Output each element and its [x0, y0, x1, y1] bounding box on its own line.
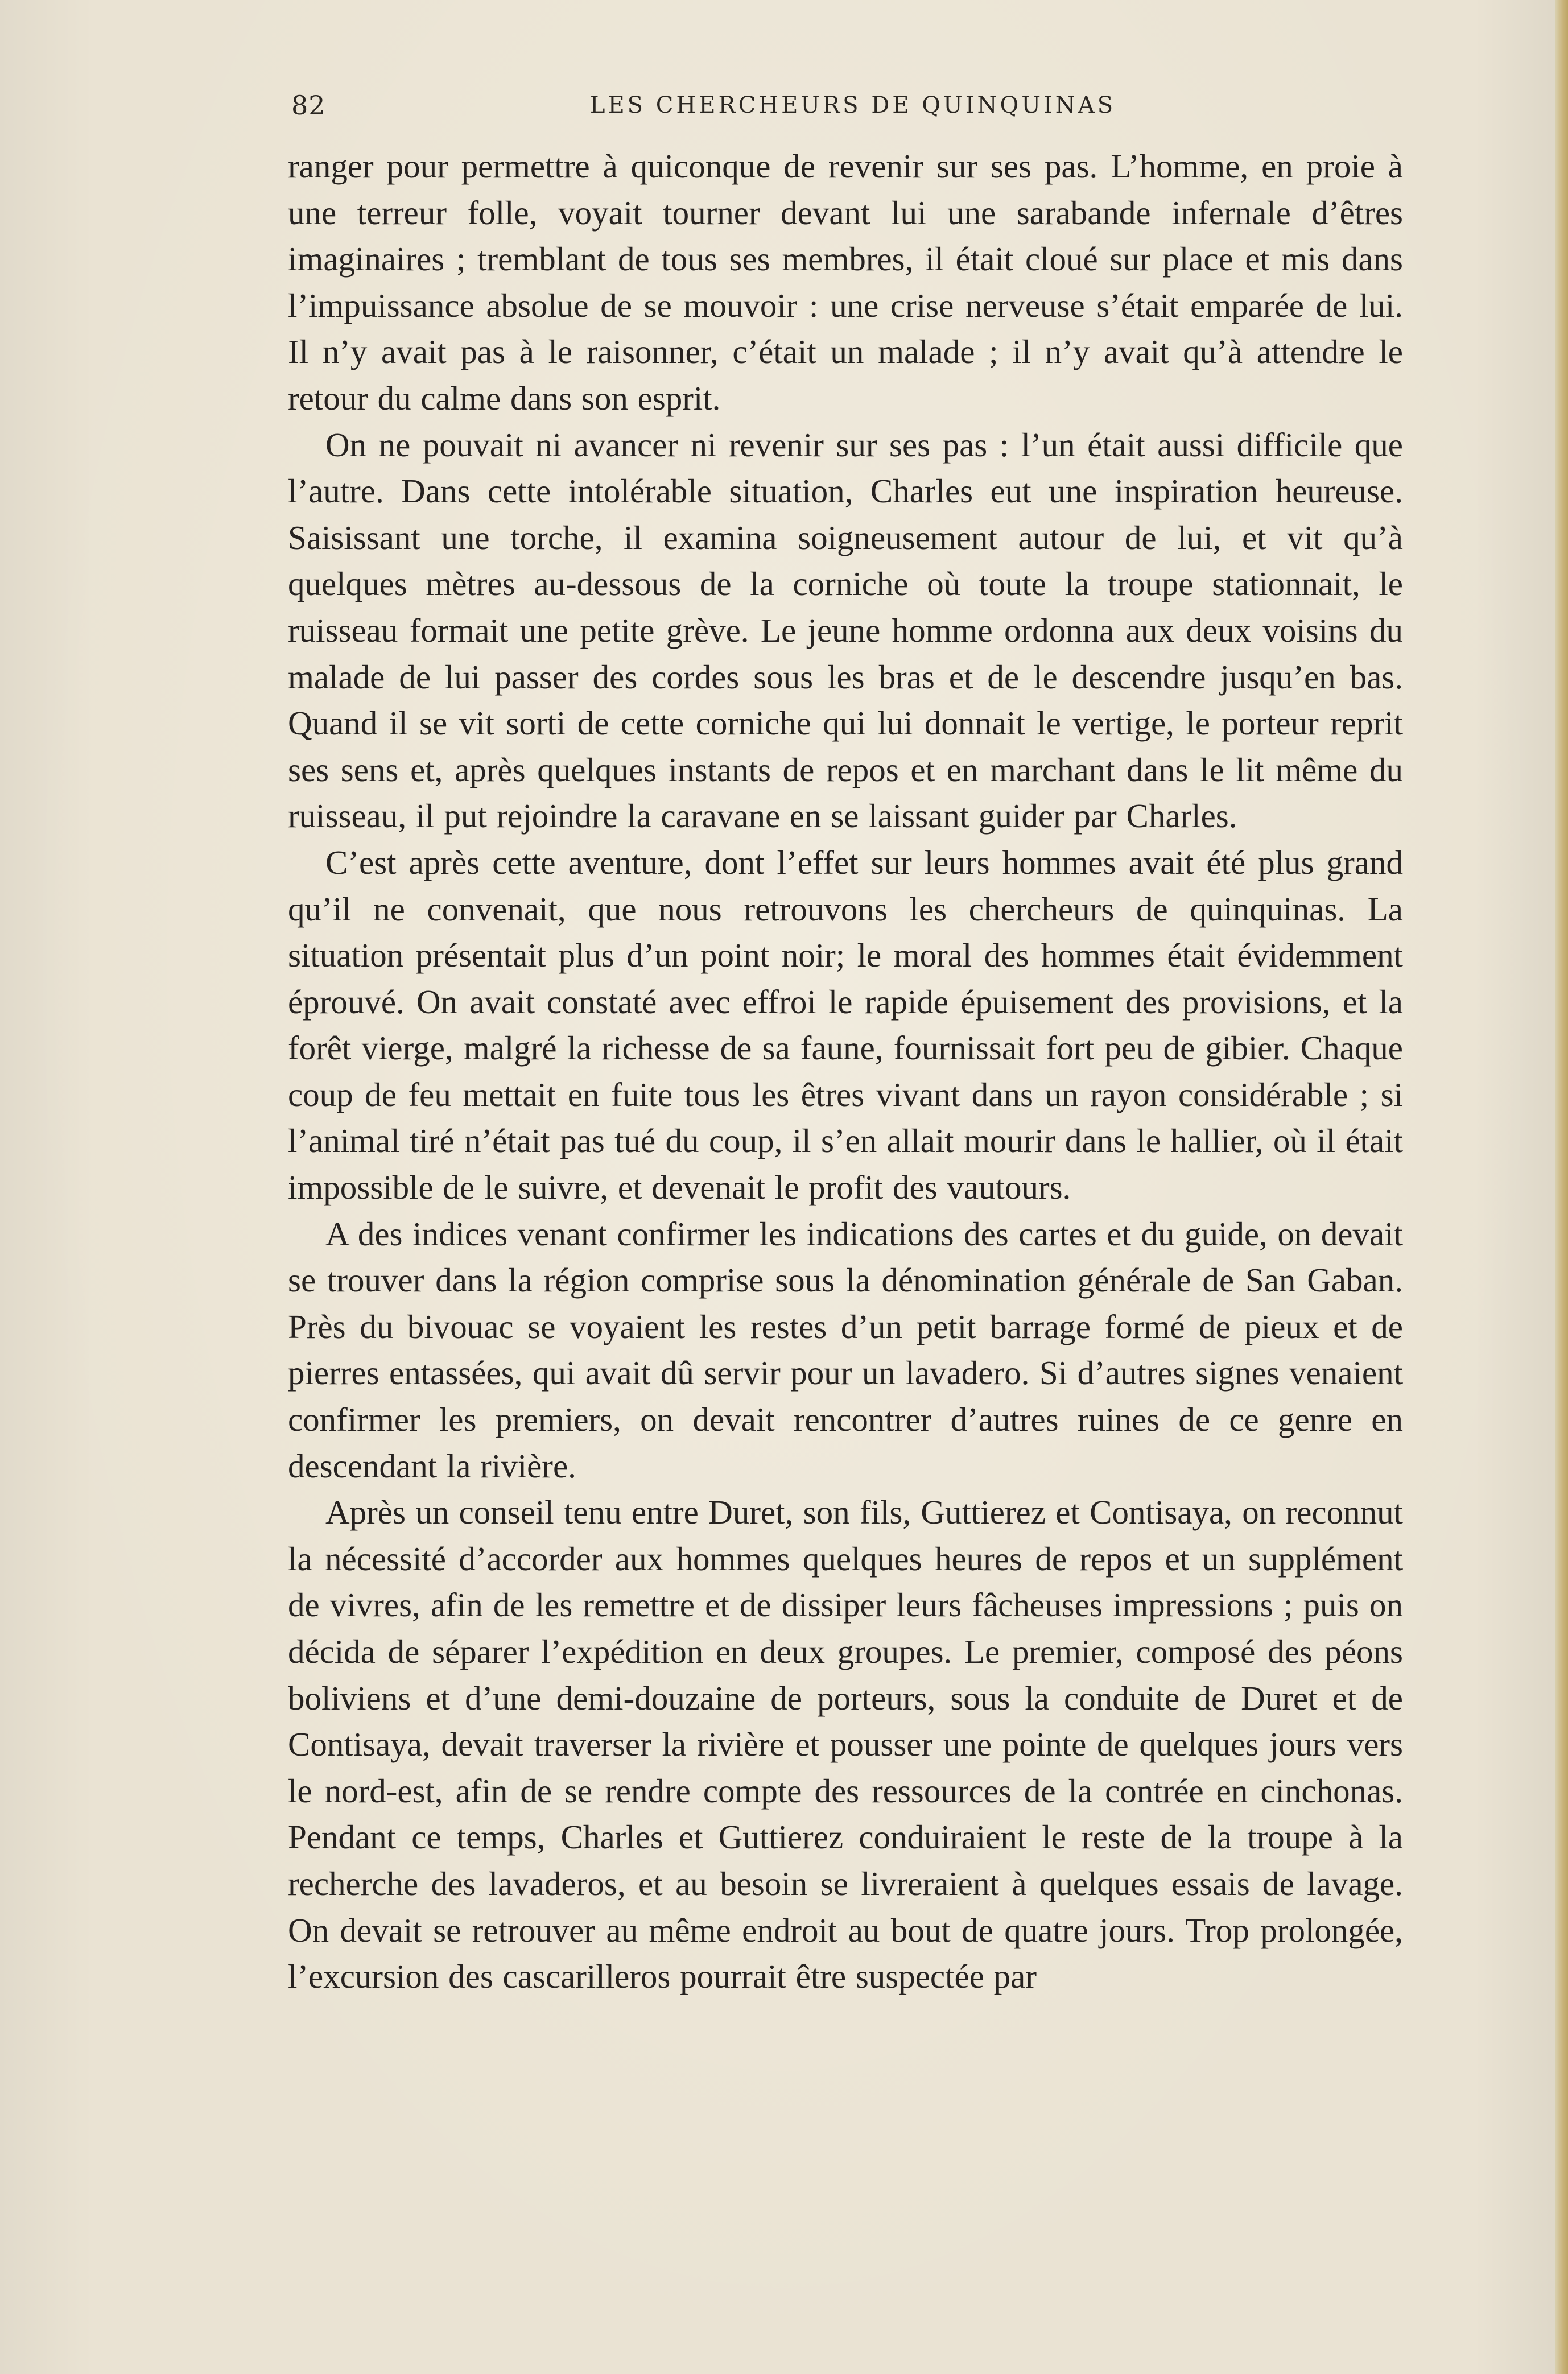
body-text	[288, 143, 1403, 2000]
paragraph-council: Après un conseil tenu entre Duret, son fils, Guttierez et Contisaya, on reconnut la nécessité d’accorder aux hommes quelques heures de repos et un supplément de vivres, afin de les remettre et de dissiper leurs fâcheuses impressions ; puis on décida de séparer l’expédition en deux groupes. Le premier, composé des péons boliviens et d’une demi-douzaine de porteurs, sous la conduite de Duret et de Contisaya, devait traverser la rivière et pousser une pointe de quelques jours vers le nord-est, afin de se rendre compte des ressources de la contrée en cinchonas. Pendant ce temps, Charles et Guttierez conduiraient le reste de la troupe à la recherche des lavaderos, et au besoin se livreraient à quelques essais de lavage. On devait se retrouver au même endroit au bout de quatre jours. Trop prolongée, l’excursion des cascarilleros pourrait être suspectée par	[288, 1493, 1403, 1996]
paragraph-situation: C’est après cette aventure, dont l’effet sur leurs hommes avait été plus grand qu’il ne convenait, que nous retrouvons les chercheurs de quinquinas. La situation présentait plus d’un point noir; le moral des hommes était évidemment éprouvé. On avait constaté avec effroi le rapide épuisement des provisions, et la forêt vierge, malgré la richesse de sa faune, fournissait fort peu de gibier. Chaque coup de feu mettait en fuite tous les êtres vivant dans un rayon considérable ; si l’animal tiré n’était pas tué du coup, il s’en allait mourir dans le hallier, où il était impossible de le suivre, et devenait le profit des vautours.	[288, 843, 1403, 1207]
paragraph-continuation: ranger pour permettre à quiconque de revenir sur ses pas. L’homme, en proie à une terreur folle, voyait tourner devant lui une sarabande infernale d’êtres imaginaires ; tremblant de tous ses membres, il était cloué sur place et mis dans l’impuissance absolue de se mouvoir : une crise nerveuse s’était emparée de lui. Il n’y avait pas à le raisonner, c’était un malade ; il n’y avait qu’à attendre le retour du calme dans son esprit.	[288, 147, 1403, 417]
running-header	[291, 90, 1414, 130]
paragraph-charles-inspiration: On ne pouvait ni avancer ni revenir sur ses pas : l’un était aussi difficile que l’autre. Dans cette intolérable situation, Charles eut une inspiration heureuse. Saisissant une torche, il examina soigneusement autour de lui, et vit qu’à quelques mètres au-dessous de la corniche où toute la troupe stationnait, le ruisseau formait une petite grève. Le jeune homme ordonna aux deux voisins du malade de lui passer des cordes sous les bras et de le descendre jusqu’en bas. Quand il se vit sorti de cette corniche qui lui donnait le vertige, le porteur reprit ses sens et, après quelques instants de repos et en marchant dans le lit même du ruisseau, il put rejoindre la caravane en se laissant guider par Charles.	[288, 426, 1403, 835]
page-number: 82	[291, 90, 326, 121]
paragraph-san-gaban: A des indices venant confirmer les indications des cartes et du guide, on devait se trouver dans la région comprise sous la dénomination générale de San Gaban. Près du bivouac se voyaient les restes d’un petit barrage formé de pieux et de pierres entassées, qui avait dû servir pour un lavadero. Si d’autres signes venaient confirmer les premiers, on devait rencontrer d’autres ruines de ce genre en descendant la rivière.	[288, 1215, 1403, 1485]
running-title: LES CHERCHEURS DE QUINQUINAS	[589, 92, 1116, 118]
page-edge	[1555, 0, 1568, 2374]
